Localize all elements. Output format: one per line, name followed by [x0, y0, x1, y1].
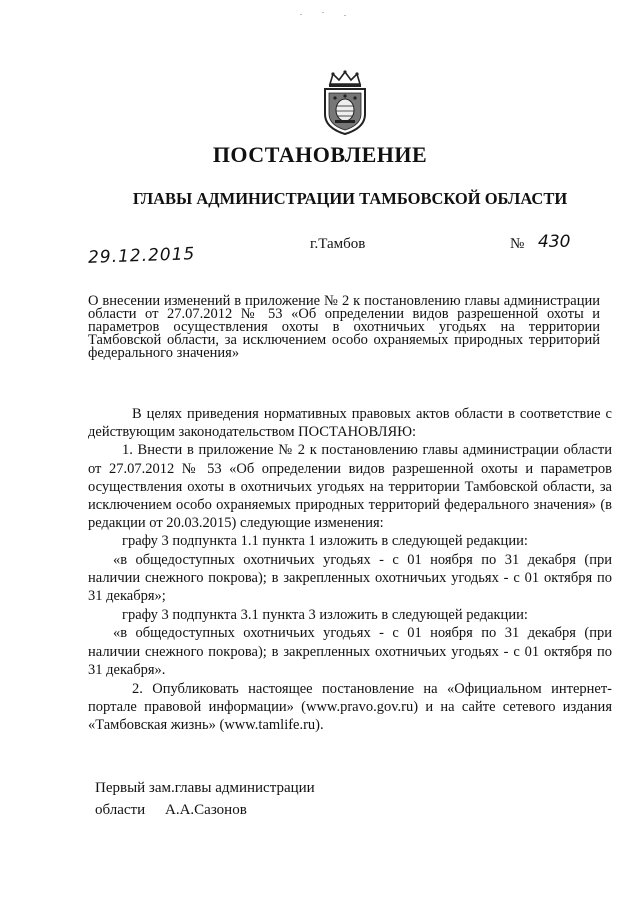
document-number: 430	[538, 232, 571, 252]
coat-of-arms-emblem	[318, 70, 372, 136]
signatory-position: Первый зам.главы администрации	[95, 780, 315, 796]
signatory-name: А.А.Сазонов	[165, 802, 247, 818]
document-title: ПОСТАНОВЛЕНИЕ	[212, 142, 428, 167]
subitem-1-intro: графу 3 подпункта 1.1 пункта 1 изложить в следующей редакции:	[122, 533, 528, 550]
document-body	[88, 405, 612, 735]
subitem-2-text: «в общедоступных охотничьих угодьях - с 01 ноября по 31 декабря (при наличии снежного покрова); в закрепленных охотничьих угодьях - с 01 октября по 31 декабря».	[88, 625, 612, 678]
issuer-title: ГЛАВЫ АДМИНИСТРАЦИИ ТАМБОВСКОЙ ОБЛАСТИ	[132, 189, 568, 208]
subitem-1-text: «в общедоступных охотничьих угодьях - с 01 ноября по 31 декабря (при наличии снежного покрова); в закрепленных охотничьих угодьях - с 01 октября по 31 декабря»;	[88, 551, 612, 605]
document-city: г.Тамбов	[310, 236, 366, 252]
item-2-paragraph: 2. Опубликовать настоящее постановление на «Официальном интернет-портале правовой информации» (www.pravo.gov.ru) и на сайте сетевого издания «Тамбовская жизнь» (www.tamlife.ru).	[88, 681, 612, 734]
subitem-2-intro: графу 3 подпункта 3.1 пункта 3 изложить в следующей редакции:	[122, 607, 528, 624]
scan-speckle	[300, 14, 302, 15]
scan-speckle	[322, 12, 324, 13]
item-1-paragraph: 1. Внести в приложение № 2 к постановлению главы администрации области от 27.07.2012 № 53 «Об определении видов разрешенной охоты и параметров осуществления охоты в охотничьих угодьях на территории Тамбовской области, за исключением особо охраняемых природных территорий федерального значения» (в редакции от 20.03.2015) следующие изменения:	[88, 442, 612, 532]
document-date: 29.12.2015	[87, 244, 196, 268]
number-label: №	[510, 236, 525, 252]
document-subject: О внесении изменений в приложение № 2 к постановлению главы администрации области от 27.07.2012 № 53 «Об определении видов разрешенной охоты и параметров осуществления охоты в охотничьих угодьях на территории Тамбовской области, за исключением особо охраняемых природных территорий федерального значения»	[88, 293, 600, 361]
scan-speckle	[344, 15, 346, 16]
signatory-position-line2: области	[95, 802, 146, 818]
preamble-paragraph: В целях приведения нормативных правовых актов области в соответствие с действующим законодательством ПОСТАНОВЛЯЮ:	[88, 406, 612, 441]
